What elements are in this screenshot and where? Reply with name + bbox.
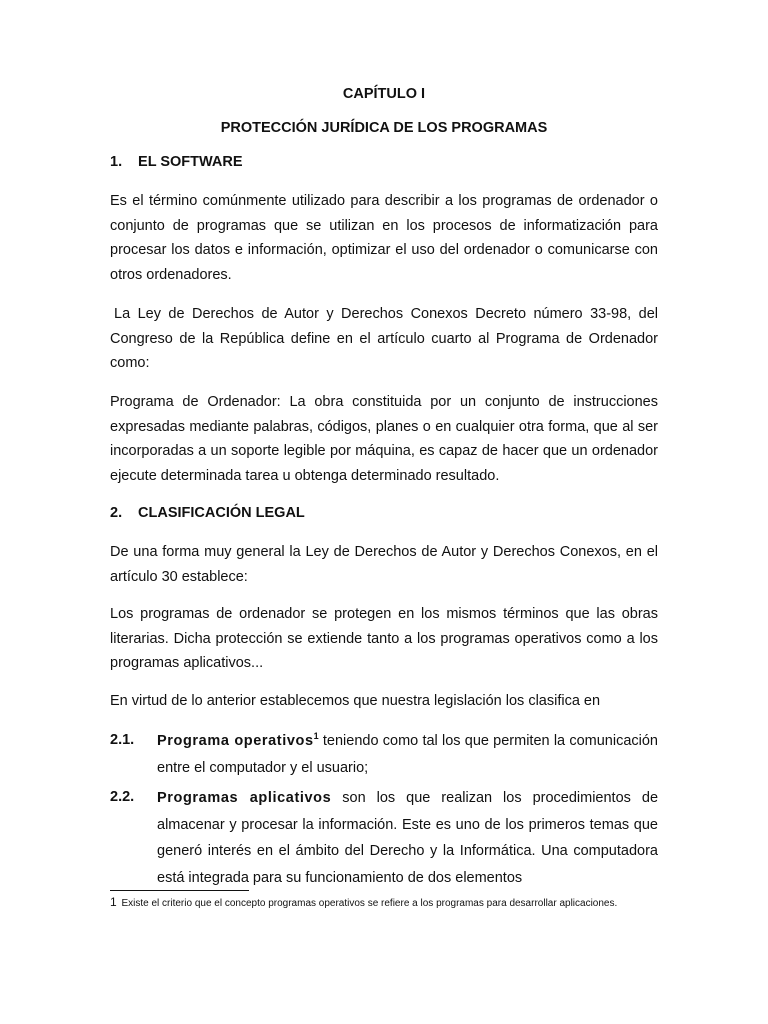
section-1-paragraph-3: Programa de Ordenador: La obra constituida por un conjunto de instrucciones expresadas mediante palabras, códigos, planes o en cualquier otra forma, que al ser incorporadas a un soporte legible por máquina, es capaz de hacer que un ordenador ejecute determinada tarea u obtenga determinado resultado. [110, 394, 658, 484]
section-1-number: 1. [110, 154, 123, 170]
chapter-label: CAPÍTULO I [342, 86, 426, 102]
section-2-number: 2. [110, 505, 123, 521]
section-2-heading [110, 505, 305, 521]
list-item-2-1-description: teniendo como tal los que permiten la comunicación entre el computador y el usuario; [157, 733, 658, 776]
footnote-separator [110, 890, 249, 891]
list-item-2-1-text [157, 728, 658, 781]
footnote-text: Existe el criterio que el concepto programas operativos se refiere a los programas para desarrollar aplicaciones. [121, 898, 618, 909]
section-2-paragraph-3: En virtud de lo anterior establecemos que nuestra legislación los clasifica en [110, 693, 601, 709]
list-item-2-1-number: 2.1. [110, 732, 135, 748]
footnote-mark: 1 [110, 895, 117, 909]
section-1-heading [110, 154, 243, 170]
section-2-paragraph-2: Los programas de ordenador se protegen en los mismos términos que las obras literarias. Dicha protección se extiende tanto a los programas operativos como a los programas aplicativos... [110, 606, 658, 672]
list-item-2-2-text [157, 785, 658, 891]
chapter-title: PROTECCIÓN JURÍDICA DE LOS PROGRAMAS [220, 120, 548, 136]
footnote [110, 894, 658, 912]
list-item-2-1-term: Programa operativos [157, 733, 314, 749]
section-2-paragraph-1: De una forma muy general la Ley de Derechos de Autor y Derechos Conexos, en el artículo 30 establece: [110, 544, 658, 585]
section-1-paragraph-1: Es el término comúnmente utilizado para describir a los programas de ordenador o conjunto de programas que se utilizan en los procesos de informatización para procesar los datos e información, optimizar el uso del ordenador o comunicarse con otros ordenadores. [110, 193, 658, 283]
list-item-2-2-term: Programas aplicativos [157, 790, 332, 806]
section-1-title: EL SOFTWARE [138, 154, 243, 170]
footnote-reference[interactable]: 1 [313, 731, 319, 742]
section-1-paragraph-2: La Ley de Derechos de Autor y Derechos Conexos Decreto número 33-98, del Congreso de la República define en el artículo cuarto al Programa de Ordenador como: [110, 306, 658, 372]
section-2-title: CLASIFICACIÓN LEGAL [138, 505, 305, 521]
list-item-2-2-description: son los que realizan los procedimientos de almacenar y procesar la información. Este es uno de los primeros temas que generó interés en el ámbito del Derecho y la Informática. Una computadora está integrada para su funcionamiento de dos elementos [157, 790, 659, 886]
list-item-2-2-number: 2.2. [110, 789, 135, 805]
